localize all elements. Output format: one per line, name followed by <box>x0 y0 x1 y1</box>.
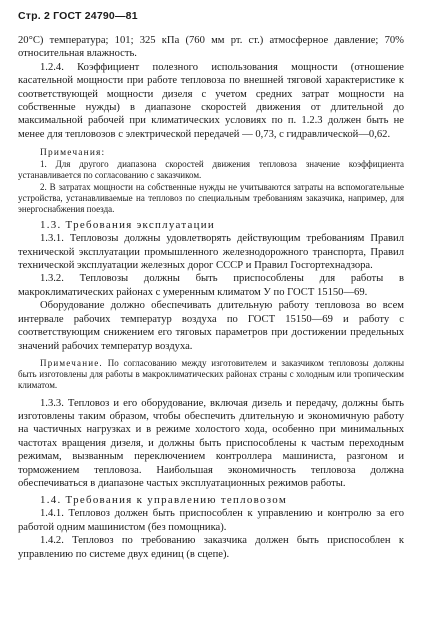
paragraph-equipment: Оборудование должно обеспечивать длительную работу тепловоза во всем интервале рабочих температур воздуха по ГОСТ 15150—69 и работу с соответствующим снижением его тяговых параметров при достижении предельных значений рабочих температур воздуха. <box>18 300 404 352</box>
note-2: 2. В затратах мощности на собственные нужды не учитываются затраты на вспомогательные устройства, устанавливаемые на тепловоз по специальным требованиям заказчика, например, для энергоснабжения поезда. <box>18 181 404 215</box>
paragraph-1-2-4: 1.2.4. Коэффициент полезного использования мощности (отношение касательной мощности при работе тепловоза по внешней тяговой характеристике к соответствующей мощности дизеля с учетом средних затрат мощности на собственные нужды) в диапазоне скоростей движения от длительной до максимальной рабочей при климатических условиях по п. 1.2.3 должен быть не менее для тепловозов с электрической передачей — 0,73, с гидравлической—0,62. <box>18 61 404 140</box>
section-heading-1-3: 1.3. Требования эксплуатации <box>40 219 216 232</box>
note-label: Примечание. <box>40 357 103 368</box>
notes-title: Примечания: <box>40 148 106 159</box>
paragraph-1-3-2: 1.3.2. Тепловозы должны быть приспособлены для работы в макроклиматических районах с умеренным климатом У по ГОСТ 15150—69. <box>18 273 404 298</box>
paragraph-1-3-1: 1.3.1. Тепловозы должны удовлетворять действующим требованиям Правил технической эксплуатации промышленного железнодорожного транспорта, Правил технической эксплуатации железных дорог СССР и Правил Госгортехнадзора. <box>18 233 404 272</box>
note-text: По согласованию между изготовителем и заказчиком тепловозы должны быть изготовлены для работы в макроклиматических районах страны с холодным или тропическим климатом. <box>18 357 405 391</box>
note-single <box>18 358 404 392</box>
paragraph-1-4-2: 1.4.2. Тепловоз по требованию заказчика должен быть приспособлен к управлению по системе двух единиц (в сцепе). <box>18 535 404 560</box>
note-1: 1. Для другого диапазона скоростей движения тепловоза значение коэффициента устанавливается по согласованию с заказчиком. <box>18 159 404 181</box>
paragraph-continuation: 20°С) температура; 101; 325 кПа (760 мм рт. ст.) атмосферное давление; 70% относительная влажность. <box>18 35 404 60</box>
section-heading-1-4: 1.4. Требования к управлению тепловозом <box>40 494 288 507</box>
page-header: Стр. 2 ГОСТ 24790—81 <box>18 10 138 22</box>
paragraph-1-3-3: 1.3.3. Тепловоз и его оборудование, включая дизель и передачу, должны быть изготовлены таким образом, чтобы обеспечить длительную и экономичную работу на частичных нагрузках и в режиме холостого хода, особенно при минимальных частотах вращения дизеля, и должны быть приспособлены к частым переходным режимам, вызванным переключением контроллера машиниста, разгоном и торможением тепловоза. Наибольшая экономичность тепловоза должна обеспечиваться в диапазоне частых эксплуатационных режимов работы. <box>18 397 404 489</box>
paragraph-1-4-1: 1.4.1. Тепловоз должен быть приспособлен к управлению и контролю за его работой одним машинистом (без помощника). <box>18 508 404 533</box>
